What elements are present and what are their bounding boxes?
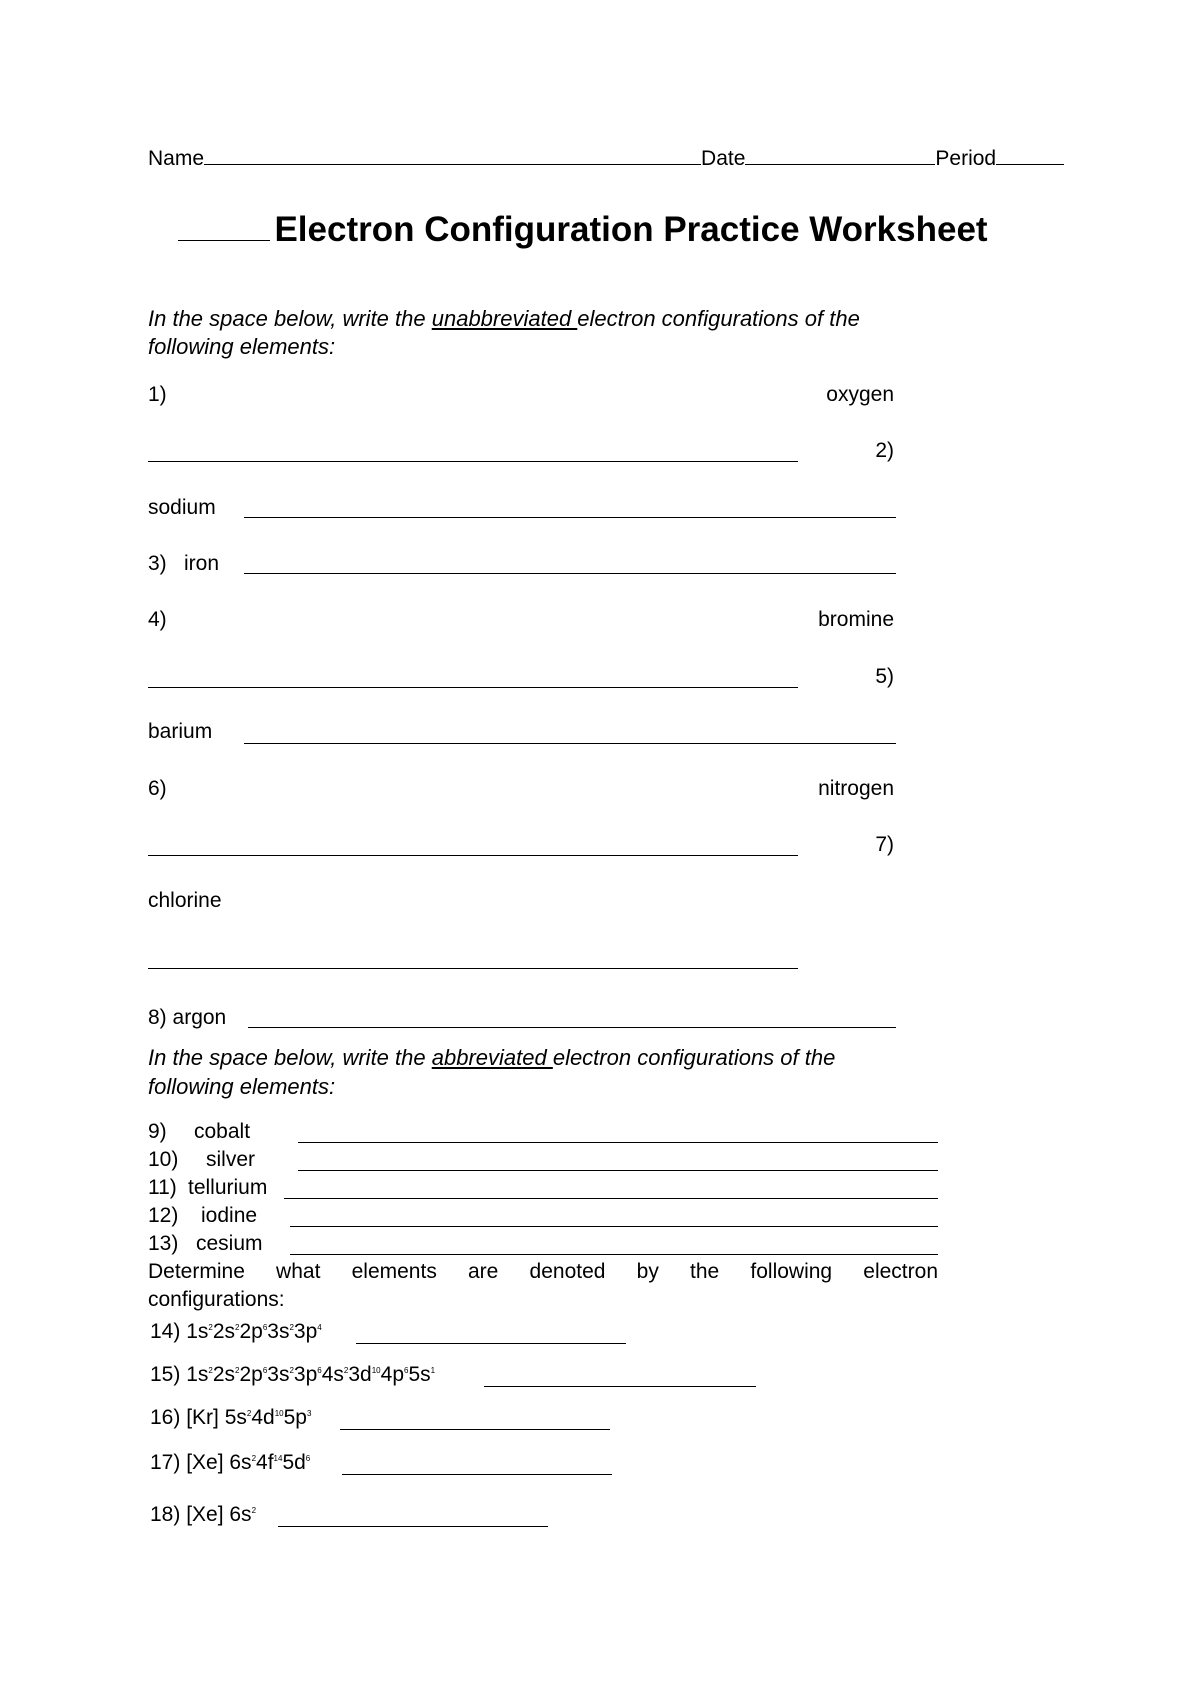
date-label: Date: [701, 147, 746, 170]
config-num: 16): [150, 1406, 187, 1429]
config-orbital: 4f: [256, 1451, 274, 1474]
item-5-name: barium: [148, 720, 213, 743]
date-field[interactable]: [745, 146, 935, 165]
item-8-answer[interactable]: [248, 1026, 896, 1028]
config-orbital: 3p: [293, 1363, 318, 1386]
config-exponent: 4: [317, 1323, 322, 1332]
section3-instructions: Determine what elements are denoted by the following electron: [148, 1260, 938, 1283]
config-orbital: 5p: [283, 1406, 307, 1429]
item-6-name: nitrogen: [818, 777, 894, 800]
item-12-answer[interactable]: [290, 1225, 938, 1227]
item-3-name: iron: [184, 552, 220, 575]
item-14-answer[interactable]: [356, 1342, 626, 1344]
config-exponent: 2: [235, 1323, 240, 1332]
item-6-num: 6): [148, 777, 167, 800]
item-4-answer[interactable]: [148, 686, 798, 688]
config-orbital: [Xe] 6s: [186, 1503, 252, 1526]
item-2-answer[interactable]: [244, 516, 896, 518]
config-item-18: [150, 1503, 256, 1527]
config-orbital: 4p: [380, 1363, 404, 1386]
item-18-answer[interactable]: [278, 1525, 548, 1527]
config-orbital: 3s: [267, 1320, 290, 1343]
item-11-answer[interactable]: [284, 1197, 938, 1199]
config-exponent: 10: [371, 1366, 381, 1375]
config-exponent: 2: [289, 1323, 294, 1332]
config-exponent: 10: [274, 1409, 284, 1418]
item-15-answer[interactable]: [484, 1385, 756, 1387]
instr-keyword: abbreviated: [431, 1045, 553, 1070]
item-8-num: 8): [148, 1006, 167, 1029]
section1-instructions-line2: following elements:: [148, 334, 336, 359]
config-orbital: 4d: [251, 1406, 275, 1429]
item-3-num: 3): [148, 552, 167, 575]
name-label: Name: [148, 147, 205, 170]
section2-instructions: [148, 1045, 835, 1071]
config-exponent: 6: [317, 1366, 322, 1375]
item-1-num: 1): [148, 383, 167, 406]
config-num: 15): [150, 1363, 187, 1386]
config-exponent: 6: [262, 1323, 268, 1332]
config-orbital: 3d: [348, 1363, 372, 1386]
item-13-num: 13): [148, 1232, 179, 1255]
section2-instructions-line2: following elements:: [148, 1074, 336, 1099]
config-num: 18): [150, 1503, 187, 1526]
instr-text: In the space below, write the: [148, 306, 432, 331]
item-9-num: 9): [148, 1120, 167, 1143]
config-exponent: 6: [305, 1454, 311, 1463]
item-2-num: 2): [875, 439, 894, 462]
config-exponent: 2: [251, 1454, 257, 1463]
item-4-num: 4): [148, 608, 167, 631]
item-5-answer[interactable]: [244, 742, 896, 744]
config-exponent: 3: [306, 1409, 312, 1418]
config-orbital: 2p: [239, 1363, 263, 1386]
config-num: 17): [150, 1451, 187, 1474]
config-exponent: 2: [235, 1366, 240, 1375]
config-orbital: 4s: [321, 1363, 344, 1386]
config-orbital: 5s: [408, 1363, 431, 1386]
item-10-name: silver: [206, 1148, 256, 1171]
item-9-name: cobalt: [194, 1120, 251, 1143]
name-field[interactable]: [204, 146, 701, 165]
item-7-name: chlorine: [148, 889, 222, 912]
item-7-num: 7): [875, 833, 894, 856]
config-orbital: 3p: [293, 1320, 318, 1343]
item-16-answer[interactable]: [340, 1428, 610, 1430]
config-exponent: 6: [404, 1366, 409, 1375]
item-13-answer[interactable]: [290, 1253, 938, 1255]
config-exponent: 2: [251, 1506, 257, 1515]
instr-keyword: unabbreviated: [431, 306, 578, 331]
item-11-num: 11): [148, 1176, 177, 1199]
item-13-name: cesium: [196, 1232, 263, 1255]
period-label: Period: [935, 147, 997, 170]
config-item-16: [150, 1406, 311, 1430]
title-row: [178, 210, 988, 250]
config-exponent: 1: [430, 1366, 436, 1375]
title-blank[interactable]: [178, 212, 270, 241]
item-1-answer[interactable]: [148, 460, 798, 462]
config-orbital: 1s: [186, 1320, 209, 1343]
config-orbital: 5d: [282, 1451, 306, 1474]
item-4-name: bromine: [818, 608, 894, 631]
config-exponent: 2: [289, 1366, 294, 1375]
item-8-name: argon: [172, 1006, 227, 1029]
config-item-17: [150, 1451, 310, 1475]
config-exponent: 2: [246, 1409, 252, 1418]
section1-instructions: [148, 306, 860, 332]
config-orbital: [Kr] 5s: [186, 1406, 247, 1429]
period-field[interactable]: [996, 146, 1064, 165]
section3-instructions-line2: configurations:: [148, 1288, 285, 1311]
item-6-answer[interactable]: [148, 854, 798, 856]
page-title: Electron Configuration Practice Worksheet: [274, 210, 988, 249]
config-orbital: 3s: [267, 1363, 290, 1386]
item-2-name: sodium: [148, 496, 216, 519]
item-1-name: oxygen: [826, 383, 894, 406]
item-12-num: 12): [148, 1204, 179, 1227]
config-item-14: [150, 1320, 322, 1344]
item-17-answer[interactable]: [342, 1473, 612, 1475]
config-exponent: 2: [343, 1366, 349, 1375]
config-exponent: 14: [273, 1454, 283, 1463]
config-orbital: [Xe] 6s: [186, 1451, 252, 1474]
instr-text: In the space below, write the: [148, 1045, 432, 1070]
item-8-row: [148, 1006, 226, 1030]
config-exponent: 2: [208, 1323, 213, 1332]
config-orbital: 2s: [212, 1363, 236, 1386]
config-exponent: 6: [262, 1366, 268, 1375]
item-11-name: tellurium: [188, 1176, 268, 1199]
instr-text: electron configurations of the: [552, 1045, 836, 1070]
instr-text: electron configurations of the: [577, 306, 860, 331]
item-5-num: 5): [875, 665, 894, 688]
item-7-answer[interactable]: [148, 967, 798, 969]
item-3-answer[interactable]: [244, 572, 896, 574]
item-9-answer[interactable]: [298, 1141, 938, 1143]
config-num: 14): [150, 1320, 187, 1343]
name-row: [148, 146, 1064, 171]
item-12-name: iodine: [201, 1204, 258, 1227]
item-10-num: 10): [148, 1148, 179, 1171]
config-orbital: 2p: [239, 1320, 263, 1343]
item-10-answer[interactable]: [298, 1169, 938, 1171]
config-orbital: 1s: [186, 1363, 209, 1386]
config-exponent: 2: [208, 1366, 213, 1375]
config-orbital: 2s: [212, 1320, 236, 1343]
config-item-15: [150, 1363, 435, 1387]
